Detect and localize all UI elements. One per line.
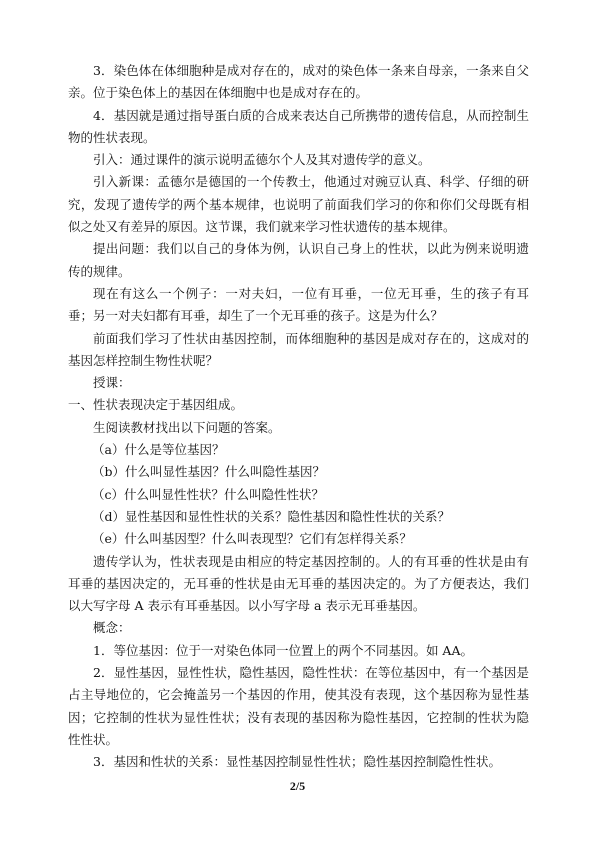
paragraph-earlobe-example: 现在有这么一个例子：一对夫妇，一位有耳垂，一位无耳垂，生的孩子有耳垂；另一对夫妇都有耳垂，却生了一个无耳垂的孩子。这是为什么？	[68, 285, 529, 324]
paragraph-lecture-label: 授课：	[93, 375, 131, 391]
paragraph-intro: 引入：通过课件的演示说明孟德尔个人及其对遗传学的意义。	[93, 152, 431, 168]
paragraph-question: 提出问题：我们以自己的身体为例，认识自己身上的性状，以此为例来说明遗传的规律。	[68, 241, 529, 279]
question-item-d: （d）显性基因和显性性状的关系？隐性基因和隐性性状的关系？	[92, 508, 451, 524]
paragraph-review: 前面我们学习了性状由基因控制，而体细胞种的基因是成对存在的，这成对的基因怎样控制生物性状呢？	[68, 330, 529, 368]
paragraph-genetics-theory: 遗传学认为，性状表现是由相应的特定基因控制的。人的有耳垂的性状是由有耳垂的基因决定的，无耳垂的性状是由无耳垂的基因决定的。为了方便表达，我们以大写字母 A 表示有耳垂基因。以小写字母 a 表示无耳垂基因。	[68, 553, 529, 614]
concept-item-3: 3．基因和性状的关系：显性基因控制显性性状；隐性基因控制隐性性状。	[93, 754, 501, 770]
paragraph-concepts-label: 概念：	[93, 620, 131, 636]
page-number: 2/5	[289, 779, 306, 793]
question-item-b: （b）什么叫显性基因？什么叫隐性基因？	[92, 464, 326, 480]
question-item-e: （e）什么叫基因型？什么叫表现型？它们有怎样得关系？	[92, 531, 412, 547]
page-body	[68, 60, 529, 774]
question-item-c: （c）什么叫显性性状？什么叫隐性性状？	[92, 486, 325, 502]
section-heading-1: 一、性状表现决定于基因组成。	[68, 397, 244, 413]
concept-item-2: 2．显性基因，显性性状，隐性基因，隐性性状：在等位基因中，有一个基因是占主导地位的，它会掩盖另一个基因的作用，使其没有表现，这个基因称为显性基因；它控制的性状为显性性状；没有表现的基因称为隐性基因，它控制的性状为隐性性状。	[68, 665, 529, 747]
paragraph-chromosome-pairs: 3．染色体在体细胞种是成对存在的，成对的染色体一条来自母亲，一条来自父亲。位于染色体上的基因在体细胞中也是成对存在的。	[68, 63, 529, 101]
paragraph-new-lesson: 引入新课：孟德尔是德国的一个传教士，他通过对豌豆认真、科学、仔细的研究，发现了遗传学的两个基本规律，也说明了前面我们学习的你和你们父母既有相似之处又有差异的原因。这节课，我们就来学习性状遗传的基本规律。	[68, 174, 529, 235]
concept-item-1: 1．等位基因：位于一对染色体同一位置上的两个不同基因。如 AA。	[93, 642, 473, 658]
question-item-a: （a）什么是等位基因？	[92, 442, 225, 458]
paragraph-gene-expression: 4．基因就是通过指导蛋白质的合成来表达自己所携带的遗传信息，从而控制生物的性状表现。	[68, 107, 529, 145]
paragraph-reading-task: 生阅读教材找出以下问题的答案。	[93, 419, 281, 435]
